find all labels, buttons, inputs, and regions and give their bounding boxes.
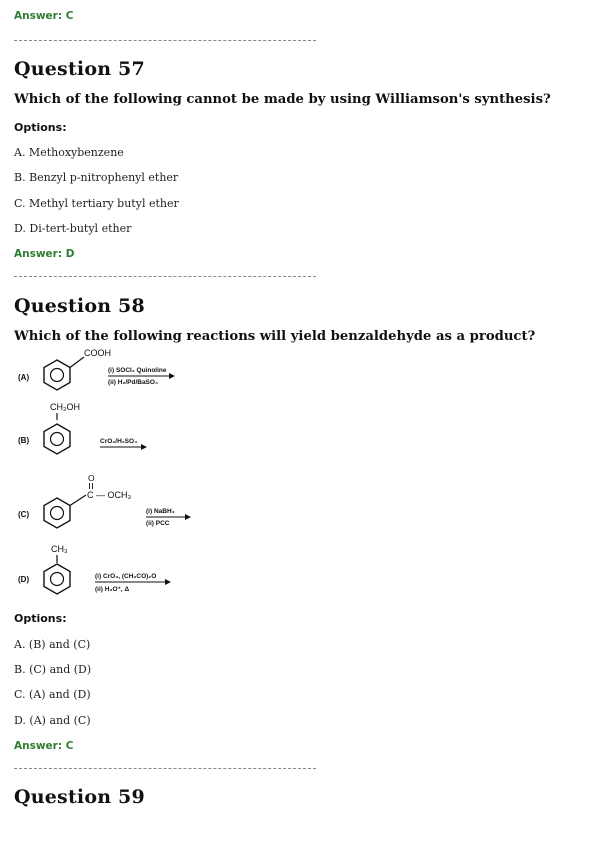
divider [14, 40, 316, 41]
benzene-ring-icon [44, 564, 70, 594]
reaction-c-reagent-top: (i) NaBH₄ [146, 508, 175, 515]
question-57-option-d: D. Di-tert-butyl ether [14, 222, 132, 235]
reaction-c-carbonyl-oxygen: O [88, 473, 95, 483]
reaction-c [18, 473, 190, 528]
reaction-scheme-figure [10, 342, 210, 604]
question-57-title: Question 57 [14, 58, 145, 80]
benzene-ring-icon [44, 360, 70, 390]
question-57-option-c: C. Methyl tertiary butyl ether [14, 197, 179, 210]
reaction-d-substituent: CH₃ [51, 544, 68, 554]
reaction-b-label: (B) [18, 436, 30, 445]
reaction-d-reagent-bottom: (ii) H₃O⁺, Δ [95, 586, 130, 593]
question-59-title: Question 59 [14, 786, 145, 808]
reaction-b-reagent: CrO₃/H₂SO₄ [100, 438, 138, 445]
reaction-b [18, 402, 146, 454]
reaction-c-label: (C) [18, 510, 30, 519]
reaction-d [18, 544, 170, 594]
reaction-b-substituent: CH₂OH [50, 402, 80, 412]
question-58-option-a: A. (B) and (C) [14, 638, 91, 651]
bond-line [70, 495, 86, 506]
question-57-answer: Answer: D [14, 248, 75, 260]
bond-line [70, 357, 84, 368]
reaction-c-reagent-bottom: (ii) PCC [146, 520, 170, 527]
reaction-d-label: (D) [18, 575, 30, 584]
benzene-ring-icon [44, 424, 70, 454]
reaction-d-reagent-top: (i) CrO₃, (CH₃CO)₂O [95, 573, 157, 580]
question-58-options-label: Options: [14, 612, 67, 625]
reaction-a [18, 348, 174, 390]
question-57-option-a: A. Methoxybenzene [14, 146, 124, 159]
question-58-answer: Answer: C [14, 740, 74, 752]
question-58-text: Which of the following reactions will yield benzaldehyde as a product? [14, 329, 536, 344]
previous-answer: Answer: C [14, 10, 74, 22]
divider [14, 276, 316, 277]
reaction-a-label: (A) [18, 373, 30, 382]
reaction-a-substituent: COOH [84, 348, 111, 358]
reaction-a-reagent-top: (i) SOCl₂ Quinoline [108, 367, 167, 374]
question-57-option-b: B. Benzyl p-nitrophenyl ether [14, 171, 179, 184]
divider [14, 768, 316, 769]
benzene-ring-icon [44, 498, 70, 528]
question-58-title: Question 58 [14, 295, 145, 317]
question-57-options-label: Options: [14, 121, 67, 134]
question-58-option-c: C. (A) and (D) [14, 688, 91, 701]
question-58-option-d: D. (A) and (C) [14, 714, 91, 727]
question-57-text: Which of the following cannot be made by using Williamson's synthesis? [14, 92, 551, 107]
question-58-option-b: B. (C) and (D) [14, 663, 92, 676]
reaction-a-reagent-bottom: (ii) H₂/Pd/BaSO₄ [108, 379, 159, 386]
reaction-c-substituent: C — OCH₃ [87, 490, 132, 500]
